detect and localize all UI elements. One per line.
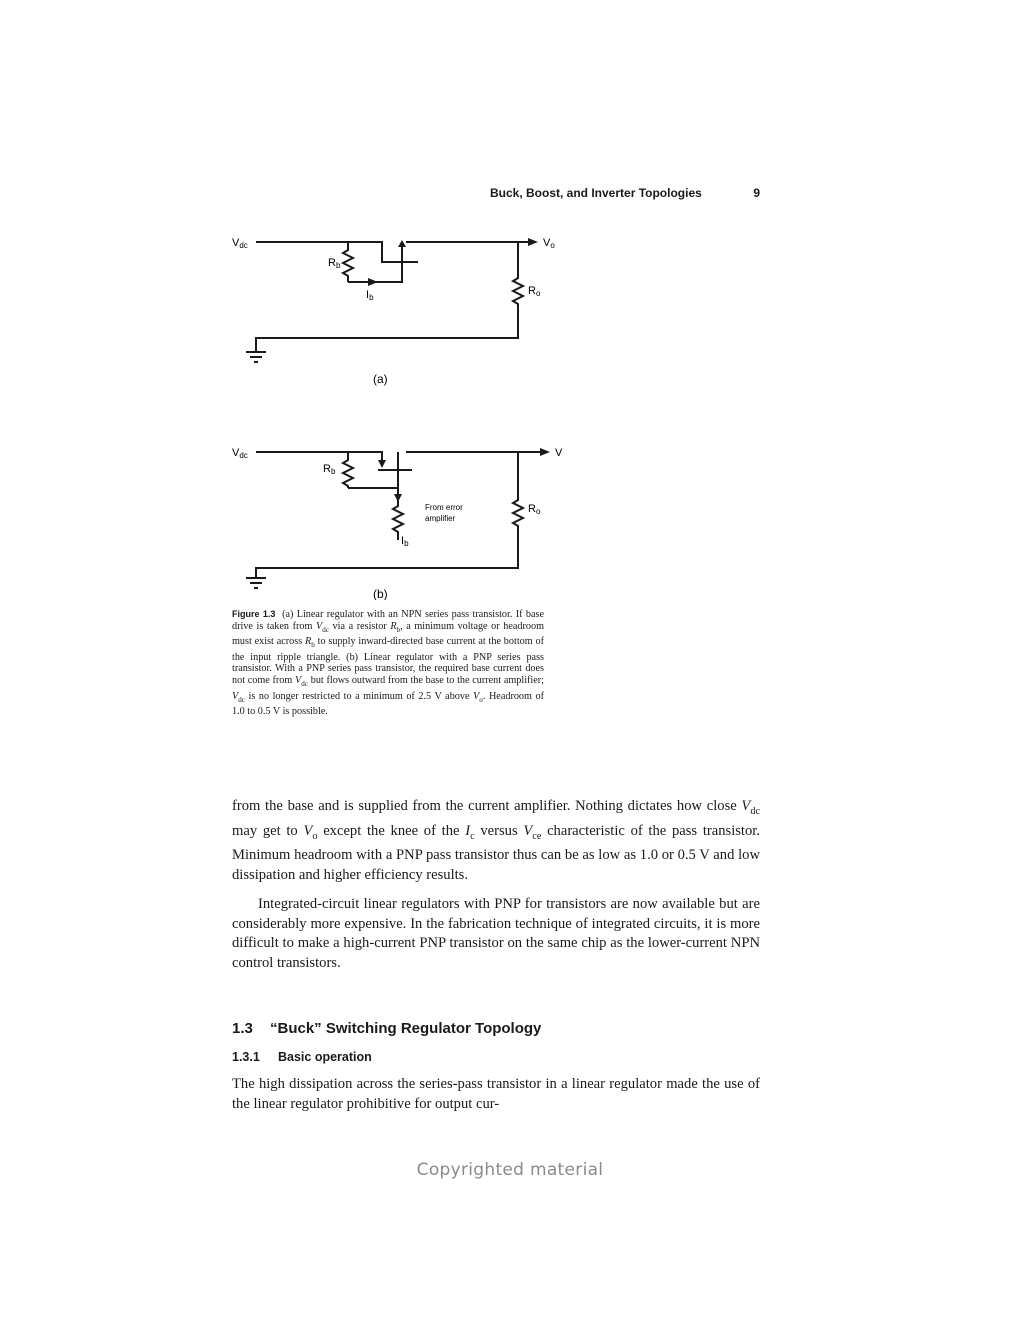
circuit-b-v-label: V (555, 447, 563, 459)
paragraph-3: The high dissipation across the series-pass transistor in a linear regulator made the use of the linear regulator prohibitive for output cur- (232, 1076, 760, 1112)
circuit-a-ground-icon (246, 352, 266, 362)
figure-caption (232, 609, 544, 718)
section-title: “Buck” Switching Regulator Topology (270, 1020, 542, 1037)
page-number: 9 (753, 186, 760, 200)
circuit-a-ro-label: Ro (528, 285, 541, 298)
circuit-b-transistor-emitter (348, 470, 398, 488)
circuit-a-output-arrow-icon (528, 238, 538, 246)
circuit-a-ib-label: Ib (366, 289, 374, 302)
circuit-b-rail-left (256, 452, 382, 466)
running-head-title: Buck, Boost, and Inverter Topologies (490, 186, 702, 200)
section-number: 1.3 (232, 1020, 253, 1037)
circuit-a-rail-left (256, 242, 394, 262)
circuit-b-ib-arrow-icon (394, 494, 402, 502)
circuit-b-vdc-label: Vdc (232, 447, 248, 460)
circuit-b-output-arrow-icon (540, 448, 550, 456)
circuit-a-emitter-arrow-icon (398, 240, 406, 247)
panel-label-b: (b) (373, 587, 388, 600)
circuit-b-rb-resistor (343, 452, 353, 488)
circuit-b-error-amp-line2: amplifier (425, 514, 456, 523)
circuit-a (246, 242, 528, 362)
circuit-a-transistor-emitter (348, 262, 402, 282)
circuit-a-rb-label: Rb (328, 257, 341, 270)
circuit-b-error-amp-line1: From error (425, 503, 463, 512)
circuit-b-rb-label: Rb (323, 463, 336, 476)
circuit-b-ro-label: Ro (528, 503, 541, 516)
circuit-b (246, 452, 540, 588)
circuit-a-rb-resistor (343, 242, 353, 282)
circuit-b-emitter-arrow-icon (378, 460, 386, 468)
panel-label-a: (a) (373, 372, 388, 386)
circuit-a-ro-resistor (256, 242, 523, 352)
circuit-b-ib-label: Ib (401, 535, 409, 548)
subsection-heading (232, 1050, 372, 1064)
copyright-watermark: Copyrighted material (416, 1160, 604, 1180)
paragraph-2: Integrated-circuit linear regulators with PNP for transistors are now available but are considerably more expensive. In the fabrication technique of integrated circuits, it is more difficult to make a high-current PNP transistor on the same chip as the lower-current NPN control transistors. (232, 896, 760, 971)
subsection-title: Basic operation (278, 1050, 372, 1064)
circuit-a-vo-label: Vo (543, 237, 555, 250)
circuit-a-ib-arrow-icon (368, 278, 378, 286)
subsection-number: 1.3.1 (232, 1050, 260, 1064)
paragraph-1: from the base and is supplied from the current amplifier. Nothing dictates how close $V_{dc}$ may get to $V_o$ except the knee of the $I_c$ versus $V_{ce}$ characteristic of the pass transistor. Minimum headroom with a PNP pass transistor thus can be as low as 1.0 or 0.5 V and low dissipation and higher efficiency results. (232, 798, 760, 883)
circuit-b-ground-icon (246, 578, 266, 588)
circuit-a-vdc-label: Vdc (232, 237, 248, 250)
section-heading (232, 1020, 541, 1037)
figure-caption-label: Figure 1.3 (232, 609, 276, 619)
figure-caption-text: (a) Linear regulator with an NPN series pass transistor. If base drive is taken from $V_{dc}$ via a resistor $R_b$, a minimum voltage or headroom must exist across $R_b$ to supply inward-directed base current at the bottom of the input ripple triangle. (b) Linear regulator with a PNP series pass transistor. With a PNP series pass transistor, the required base current does not come from $V_{dc}$ but flows outward from the base to the current amplifier; $V_{dc}$ is no longer restricted to a minimum of 2.5 V above $V_o$. Headroom of 1.0 to 0.5 V is possible. (232, 609, 545, 718)
figure-1-3-diagrams (0, 0, 1020, 600)
